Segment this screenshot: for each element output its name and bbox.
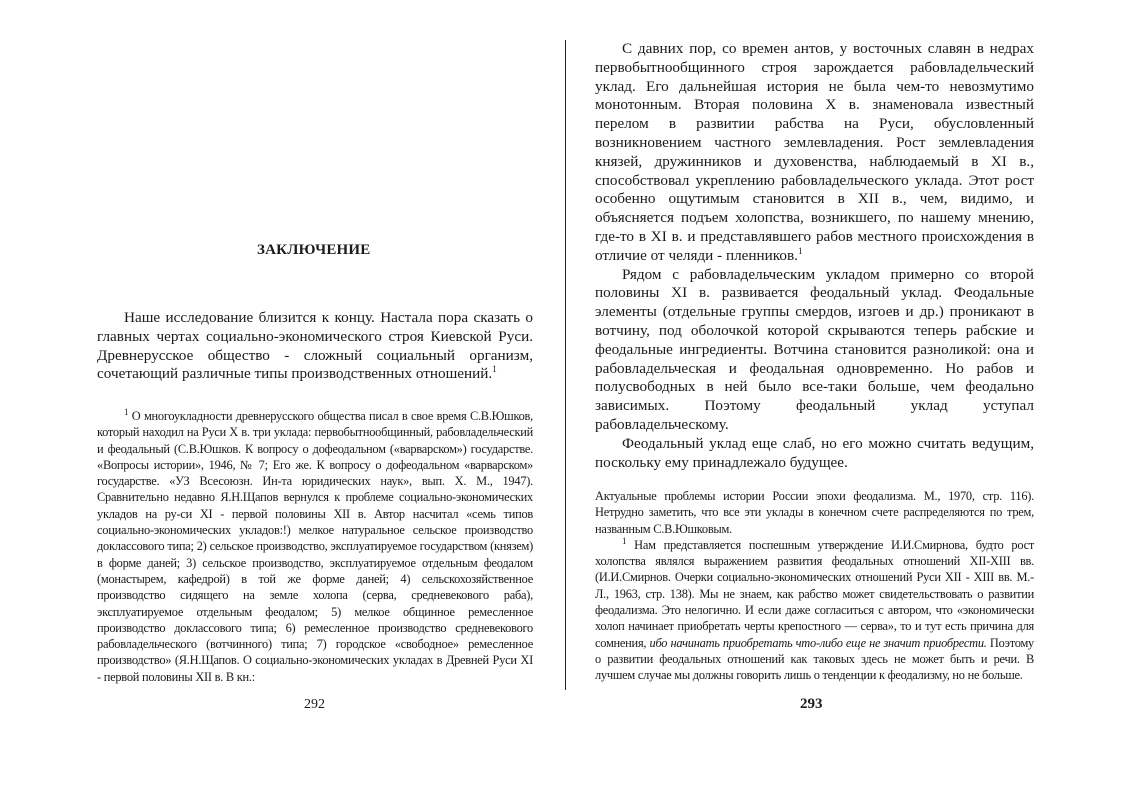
footnote-italic-text: ибо начинать приобретать что-либо еще не значит приобрести.: [649, 635, 987, 650]
footnote: [595, 537, 1034, 684]
intro-paragraph-block: [97, 309, 533, 384]
body-paragraph: Рядом с рабовладельческим укладом примерно со второй половины XI в. развивается феодальный уклад. Феодальные элементы (отдельные группы смердов, изгоев и др.) проникают в вотчину, под оболочкой которой скрываются теперь рабские и феодальные ингредиенты. Вотчина становится разноликой: она и рабовладельческая и феодальная одновременно. Но рабов и полусвободных в ней было все-таки больше, чем феодально зависимых. Поэтому феодальный уклад уступал рабовладельческому.: [595, 265, 1034, 433]
footnote-text: О многоукладности древнерусского общества писал в свое время С.В.Юшков, который находил на Руси X в. три уклада: первобытнообщинный, рабовладельческий и феодальный (С.В.Юшков. К вопросу о дофеодальном («варварском») государстве. «Вопросы истории», 1946, № 7; Его же. К вопросу о дофеодальном «варварском» государстве. «УЗ Всесоюзн. Ин-та юридических наук», вып. X. М., 1947). Сравнительно недавно Я.Н.Щапов вернулся к проблеме социально-экономических укладов на ру-си XI - первой половины XII в. Автор насчитал «семь типов социально-экономических укладов:!) мелкое натуральное сельское производство доклассового типа; 2) сельское производство, эксплуатируемое государством (князем) в форме даней; 3) сельское производство, эксплуатируемое отдельным феодалом (монастырем, кафедрой) в той же форме даней; 4) сельскохозяйственное производство сидящего на земле холопа (серва, средневекового раба), эксплуатируемое отдельным феодалом; 5) мелкое общинное ремесленное производство доклассового типа; 6) ремесленное производство средневекового рабовладельческого (вотчинного) типа; 7) городское «свободное» ремесленное производство» (Я.Н.Щапов. О социально-экономических укладах в Древней Руси XI - первой половины XII в. В кн.:: [97, 409, 533, 684]
body-text-block: [595, 40, 1034, 472]
footnote-number: 1: [622, 535, 627, 546]
footnote: [97, 408, 533, 685]
footnote-marker: 1: [492, 364, 497, 375]
body-paragraph-text: С давних пор, со времен антов, у восточных славян в недрах первобытнообщинного строя зарождается рабовладельческий уклад. Его дальнейшая история не была чем-то невозмутимо монотонным. Вторая половина X в. знаменовала известный перелом в развитии рабства на Руси, обусловленный возникновением частного землевладения. Рост землевладения князей, дружинников и духовенства, наблюдаемый в XI в., способствовал укреплению рабовладельческого уклада. Этот рост особенно ощутимым становится в XII в., чем, видимо, и объясняется подъем холопства, возникшего, по нашему мнению, где-то в XI в. и представлявшего рабов местного происхождения в отличие от челяди - пленников.: [595, 40, 1034, 264]
footnote-continuation: Актуальные проблемы истории России эпохи феодализма. М., 1970, стр. 116). Нетрудно заметить, что все эти уклады в конечном счете распределяются по трем, названным С.В.Юшковым.: [595, 489, 1034, 536]
body-paragraph: Феодальный уклад еще слаб, но его можно считать ведущим, поскольку ему принадлежало будущее.: [595, 434, 1034, 471]
intro-paragraph: [97, 309, 533, 384]
footnote-block: [97, 408, 533, 685]
footnote-block: [595, 488, 1034, 684]
page-number-right: 293: [800, 696, 823, 712]
footnote-number: 1: [124, 406, 129, 417]
right-page: [566, 0, 1131, 800]
footnote-text: Нам представляется поспешным утверждение И.И.Смирнова, будто рост холопства являлся выражением развития феодальных отношений XII-XIII вв. (И.И.Смирнов. Очерки социально-экономических отношений Руси XII - XIII вв. М.-Л., 1963, стр. 138). Мы не знаем, как рабство может свидетельствовать о развитии феодализма. Это нелогично. И если даже согласиться с автором, что «экономически холоп начинает приобретать черты крепостного — серва», то и тут есть причина для сомнения,: [595, 537, 1034, 650]
chapter-heading: ЗАКЛЮЧЕНИЕ: [257, 242, 371, 258]
page-number-left: 292: [304, 697, 325, 712]
footnote-text: Поэтому о развитии феодальных отношений как таковых здесь не может быть и речи. В лучшем случае мы должны говорить лишь о тенденции к феодализму, но не больше.: [595, 635, 1034, 683]
intro-paragraph-text: Наше исследование близится к концу. Настала пора сказать о главных чертах социально-экономического строя Киевской Руси. Древнерусское общество - сложный социальный организм, сочетающий различные типы производственных отношений.: [97, 309, 533, 383]
footnote-marker: 1: [797, 245, 803, 256]
body-paragraph: [595, 40, 1034, 266]
